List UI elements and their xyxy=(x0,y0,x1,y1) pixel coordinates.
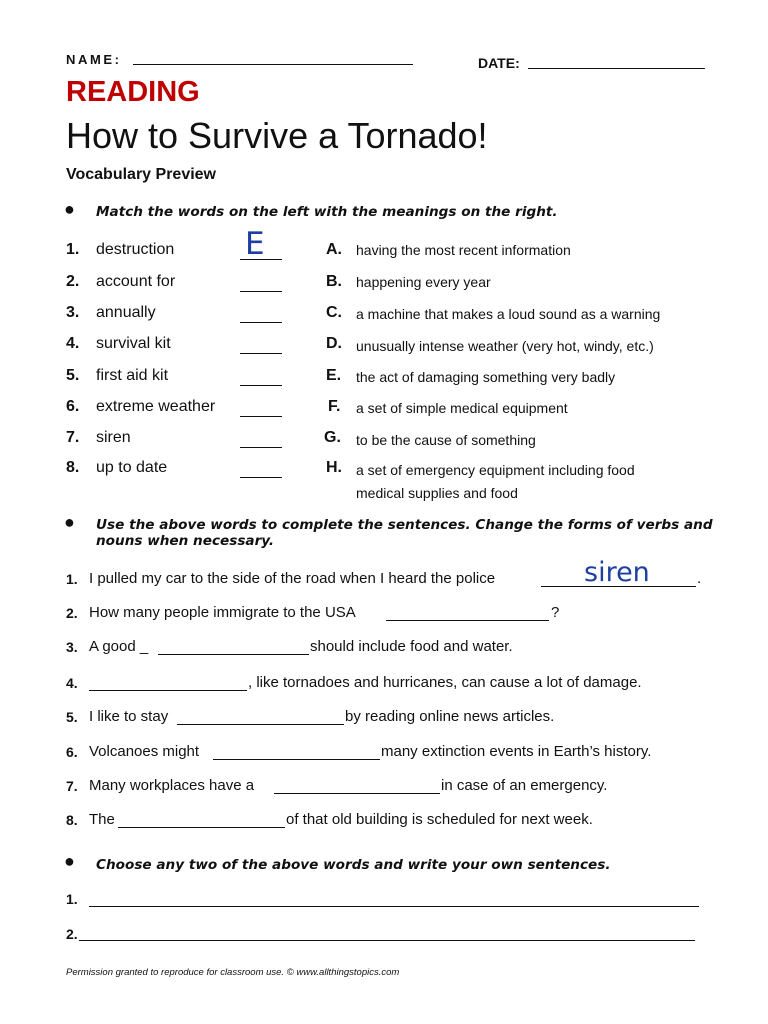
sentence-text-end: . xyxy=(697,570,702,587)
meaning-text: to be the cause of something xyxy=(356,432,536,448)
sentence-text-end: in case of an emergency. xyxy=(441,777,608,794)
sentence-text-end: should include food and water. xyxy=(310,638,513,655)
bullet-icon: ● xyxy=(64,199,75,219)
answer-blank[interactable] xyxy=(240,291,282,292)
sentence-blank[interactable] xyxy=(89,690,247,691)
sentence-number: 4. xyxy=(66,675,78,691)
sentence-text: Many workplaces have a xyxy=(89,777,255,794)
vocab-word: first aid kit xyxy=(96,367,169,384)
sentence-number: 2. xyxy=(66,605,78,621)
meaning-letter: D. xyxy=(326,335,342,352)
meaning-letter: F. xyxy=(328,398,341,415)
sentence-blank[interactable] xyxy=(177,724,344,725)
vocab-number: 7. xyxy=(66,429,80,446)
answer-blank[interactable] xyxy=(240,353,282,354)
meaning-letter: C. xyxy=(326,304,342,321)
answer-blank[interactable] xyxy=(240,477,282,478)
meaning-letter: A. xyxy=(326,241,342,258)
meaning-letter: E. xyxy=(326,367,342,384)
sentence-blank[interactable] xyxy=(274,793,440,794)
instruction-complete-continued: nouns when necessary. xyxy=(96,533,275,549)
sentence-text-end: by reading online news articles. xyxy=(345,708,555,725)
sentence-text-end: many extinction events in Earth’s history. xyxy=(381,743,652,760)
meaning-text-continued: medical supplies and food xyxy=(356,485,518,501)
answer-blank[interactable] xyxy=(240,385,282,386)
own-sentence-number: 2. xyxy=(66,926,78,942)
sentence-text: The xyxy=(89,811,115,828)
name-label: NAME: xyxy=(66,52,122,67)
sentence-text-end: ? xyxy=(551,604,560,621)
sentence-text-end: of that old building is scheduled for next week. xyxy=(286,811,593,828)
section-label: READING xyxy=(66,76,200,108)
sentence-blank[interactable] xyxy=(386,620,549,621)
own-sentence-line[interactable] xyxy=(89,906,699,907)
sentence-text-end: , like tornadoes and hurricanes, can cause a lot of damage. xyxy=(248,674,642,691)
own-sentence-number: 1. xyxy=(66,891,78,907)
sentence-text: I pulled my car to the side of the road when I heard the police xyxy=(89,570,496,587)
sentence-text: How many people immigrate to the USA xyxy=(89,604,356,621)
page-title: How to Survive a Tornado! xyxy=(66,115,488,156)
footer-note: Permission granted to reproduce for classroom use. © www.allthingstopics.com xyxy=(66,967,400,978)
date-field[interactable] xyxy=(528,68,705,69)
meaning-text: a machine that makes a loud sound as a warning xyxy=(356,306,661,322)
sentence-blank[interactable] xyxy=(213,759,380,760)
answer-blank[interactable] xyxy=(240,447,282,448)
date-label: DATE: xyxy=(478,55,520,71)
sentence-blank[interactable] xyxy=(118,827,285,828)
vocab-number: 2. xyxy=(66,273,80,290)
vocab-word: siren xyxy=(96,429,131,446)
sentence-text: I like to stay xyxy=(89,708,169,725)
sentence-blank[interactable] xyxy=(158,654,309,655)
answer-blank[interactable] xyxy=(240,416,282,417)
sentence-text: Volcanoes might xyxy=(89,743,200,760)
vocab-word: extreme weather xyxy=(96,398,216,415)
meaning-text: a set of simple medical equipment xyxy=(356,400,568,416)
sentence-number: 5. xyxy=(66,709,78,725)
answer-blank[interactable] xyxy=(240,322,282,323)
meaning-text: having the most recent information xyxy=(356,242,571,258)
name-field[interactable] xyxy=(133,64,413,65)
vocab-word: account for xyxy=(96,273,176,290)
sentence-text: A good _ xyxy=(89,638,149,655)
instruction-match: Match the words on the left with the meanings on the right. xyxy=(96,204,558,220)
meaning-letter: H. xyxy=(326,459,342,476)
bullet-icon: ● xyxy=(64,851,75,871)
handwritten-answer: E xyxy=(245,226,265,262)
meaning-text: unusually intense weather (very hot, windy, etc.) xyxy=(356,338,654,354)
vocab-number: 5. xyxy=(66,367,80,384)
bullet-icon: ● xyxy=(64,512,75,532)
page-subtitle: Vocabulary Preview xyxy=(66,166,216,183)
meaning-text: a set of emergency equipment including food xyxy=(356,462,635,478)
vocab-word: up to date xyxy=(96,459,168,476)
instruction-own-sentences: Choose any two of the above words and write your own sentences. xyxy=(96,857,611,873)
handwritten-answer: siren xyxy=(584,557,650,588)
vocab-number: 3. xyxy=(66,304,80,321)
meaning-text: happening every year xyxy=(356,274,491,290)
meaning-text: the act of damaging something very badly xyxy=(356,369,616,385)
sentence-number: 3. xyxy=(66,639,78,655)
vocab-word: destruction xyxy=(96,241,175,258)
vocab-number: 6. xyxy=(66,398,80,415)
vocab-number: 8. xyxy=(66,459,80,476)
vocab-number: 1. xyxy=(66,241,80,258)
sentence-number: 7. xyxy=(66,778,78,794)
vocab-word: survival kit xyxy=(96,335,171,352)
sentence-number: 8. xyxy=(66,812,78,828)
meaning-letter: G. xyxy=(324,429,341,446)
instruction-complete: Use the above words to complete the sentences. Change the forms of verbs and xyxy=(96,517,713,533)
own-sentence-line[interactable] xyxy=(79,940,695,941)
sentence-number: 6. xyxy=(66,744,78,760)
meaning-letter: B. xyxy=(326,273,342,290)
vocab-number: 4. xyxy=(66,335,80,352)
vocab-word: annually xyxy=(96,304,156,321)
sentence-number: 1. xyxy=(66,571,78,587)
